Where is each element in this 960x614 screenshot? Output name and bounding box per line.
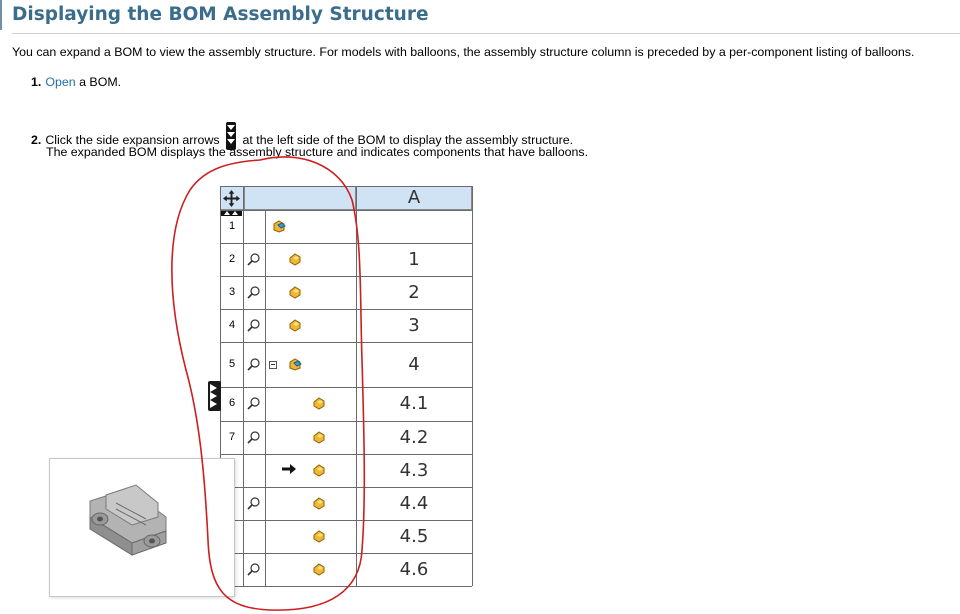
structure-header-cell <box>244 186 356 210</box>
step-2-note: The expanded BOM displays the assembly structure and indicates components that have balloons. <box>46 145 589 159</box>
row-value: 4.2 <box>399 426 429 448</box>
row-value: 4.6 <box>399 558 429 580</box>
row-value: 4.4 <box>399 492 429 514</box>
side-expansion-arrows-button[interactable] <box>208 381 221 411</box>
row-value: 3 <box>408 314 420 336</box>
row-value: 4.1 <box>399 393 429 414</box>
part-icon <box>312 530 326 543</box>
balloon-magnifier-icon <box>247 358 260 371</box>
grid-column-line <box>243 186 244 586</box>
row-number: 7 <box>228 430 236 443</box>
row-value: 4.5 <box>399 525 429 547</box>
balloon-magnifier-icon <box>247 253 260 266</box>
part-icon <box>312 397 326 410</box>
grid-row-line <box>220 454 472 455</box>
grid-column-line <box>265 210 266 586</box>
grid-row-line <box>220 276 472 277</box>
part-icon <box>312 497 326 510</box>
row-number: 1 <box>228 219 236 232</box>
grid-row-line <box>220 342 472 343</box>
grid-row-line <box>220 210 472 211</box>
intro-paragraph: You can expand a BOM to view the assembly structure. For models with balloons, the assembly structure column is preceded by a per-component listing of balloons. <box>12 45 915 59</box>
part-icon <box>312 431 326 444</box>
grid-row-line <box>220 309 472 310</box>
grid-row-line <box>220 553 472 554</box>
part-icon <box>312 464 326 477</box>
part-icon <box>288 286 302 299</box>
open-link[interactable]: Open <box>45 75 76 89</box>
collapse-minus <box>271 364 275 365</box>
move-table-icon[interactable] <box>222 189 241 208</box>
component-preview-popup <box>49 458 235 597</box>
row-value: 4.3 <box>399 459 429 481</box>
title-divider <box>12 33 960 34</box>
collapse-toggle-icon[interactable] <box>269 361 277 369</box>
row-number: 2 <box>228 252 236 265</box>
balloon-magnifier-icon <box>247 563 260 576</box>
column-a-label: A <box>407 187 421 208</box>
balloon-magnifier-icon <box>247 319 260 332</box>
grid-row-line <box>220 387 472 388</box>
balloon-magnifier-icon <box>247 431 260 444</box>
grid-row-line <box>220 186 472 187</box>
row-number: 3 <box>228 285 236 298</box>
step-2-text-before: Click the side expansion arrows <box>45 133 220 147</box>
step-2-text-after: at the left side of the BOM to display the assembly structure. <box>242 133 574 147</box>
grid-column-line <box>472 186 473 586</box>
balloon-magnifier-icon <box>247 397 260 410</box>
row-value: 4 <box>408 353 420 375</box>
part-icon <box>288 253 302 266</box>
grid-row-line <box>220 487 472 488</box>
row-number: 6 <box>228 397 236 409</box>
balloon-magnifier-icon <box>247 497 260 510</box>
step-1 <box>31 75 121 89</box>
grid-row-line <box>220 421 472 422</box>
grid-row-line <box>220 586 472 587</box>
part-icon <box>288 319 302 332</box>
current-row-arrow-icon <box>282 464 296 474</box>
row-value: 2 <box>408 281 420 303</box>
row-value: 1 <box>408 248 420 270</box>
step-1-number: 1. <box>31 75 42 89</box>
row-number: 5 <box>228 357 236 370</box>
page-title: Displaying the BOM Assembly Structure <box>12 4 429 25</box>
title-accent-bar <box>0 0 6 30</box>
balloon-magnifier-icon <box>247 286 260 299</box>
assembly-icon <box>272 220 286 233</box>
grid-row-line <box>220 520 472 521</box>
step-2-number: 2. <box>31 133 42 147</box>
step-1-text: a BOM. <box>75 75 122 89</box>
component-preview-image <box>50 459 234 596</box>
row-number: 4 <box>228 318 236 331</box>
part-icon <box>312 563 326 576</box>
grid-row-line <box>220 243 472 244</box>
assembly-icon <box>288 358 302 371</box>
